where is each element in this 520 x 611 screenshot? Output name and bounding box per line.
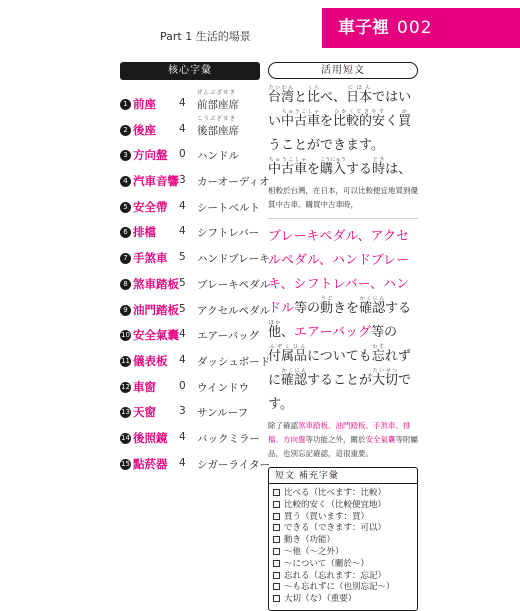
vocab-row: [120, 115, 260, 141]
vocab-word: 安全帶: [133, 199, 168, 214]
vocab-word: 後照鏡: [133, 430, 168, 445]
checkbox-icon[interactable]: [273, 595, 280, 602]
supplement-item: [273, 582, 413, 594]
vocab-number: 15: [121, 459, 130, 468]
vocab-number: 3: [120, 150, 131, 161]
vocab-number: 11: [121, 356, 130, 365]
usage-passage-1: 台湾たいわんと比くらべ、日本にほんではいい中古車ちゅうこしゃを比較的安ひかくてきやすく買かうことができます。中古車ちゅうこしゃを購入こうにゅうする時ときは、: [268, 85, 412, 177]
vocab-japanese: バックミラー: [197, 432, 260, 445]
vocab-word: 前座: [133, 97, 156, 111]
vocab-japanese: シフトレバー: [197, 227, 260, 240]
vocab-row: [120, 243, 270, 269]
vocab-row: [120, 269, 271, 295]
supplement-box: [268, 467, 418, 611]
part-label: Part 1 生活的場景: [160, 30, 251, 43]
supplement-list: [273, 488, 413, 606]
usage-section: [268, 62, 418, 611]
vocab-word: 油門踏板: [133, 302, 179, 317]
vocab-word: 安全氣囊: [133, 328, 179, 343]
vocab-word: 汽車音響: [133, 174, 179, 189]
vocab-japanese: サンルーフ: [197, 407, 249, 420]
vocab-tone: 0: [179, 379, 186, 392]
chapter-tab: [322, 8, 520, 48]
vocab-row: [120, 449, 271, 475]
vocab-row: [120, 346, 271, 372]
supplement-text: ～も忘れずに（也別忘記～）: [284, 582, 395, 593]
vocab-word: 車窗: [133, 379, 156, 394]
checkbox-icon[interactable]: [273, 524, 280, 531]
translation-terms: 煞車踏板、油門踏板、手煞車、排檔、方向盤: [268, 421, 411, 444]
checkbox-icon[interactable]: [273, 536, 280, 543]
usage-translation-1: 相較於台灣，在日本，可以比較便宜地買到優質中古車。購買中古車時，: [268, 186, 418, 209]
vocab-tone: 4: [179, 353, 186, 366]
checkbox-icon[interactable]: [273, 583, 280, 590]
supplement-text: 動き（功能）: [284, 535, 336, 546]
supplement-text: ～他（～之外）: [284, 546, 344, 557]
vocab-row: [120, 89, 260, 115]
vocab-tone: 5: [179, 251, 186, 264]
supplement-item: [273, 594, 413, 606]
vocab-japanese: 前部座席: [197, 99, 239, 111]
vocab-row: [120, 423, 260, 449]
vocab-number: 5: [120, 202, 131, 213]
supplement-text: 大切（な）（重要）: [284, 594, 357, 605]
vocab-word: 排檔: [133, 225, 156, 240]
vocab-japanese: ダッシュボード: [197, 355, 271, 368]
checkbox-icon[interactable]: [273, 513, 280, 520]
supplement-item: [273, 571, 413, 583]
vocab-number: 6: [120, 227, 131, 238]
vocab-tone: 5: [179, 276, 186, 289]
supplement-text: 忘れる（忘れます：忘記）: [284, 570, 387, 581]
vocab-japanese: ブレーキペダル: [197, 278, 271, 291]
translation-lead: 除了確認: [268, 421, 298, 430]
translation-term-airbag: 安全氣囊: [365, 435, 396, 444]
supplement-text: 買う（買います：買）: [284, 511, 370, 522]
vocab-tone: 4: [179, 199, 186, 212]
vocab-japanese: カーオーディオ: [197, 176, 270, 189]
vocab-word: 儀表板: [133, 353, 168, 368]
vocab-japanese: アクセルペダル: [197, 304, 271, 317]
vocab-number: 10: [121, 331, 130, 340]
supplement-title: 短文 補充字彙: [269, 468, 417, 484]
vocab-tone: 0: [179, 148, 186, 161]
vocab-row: [120, 192, 260, 218]
vocab-japanese: シガーライター: [197, 458, 271, 471]
vocab-list: [120, 89, 271, 474]
vocab-word: 點菸器: [133, 456, 168, 471]
vocab-word: 煞車踏板: [133, 276, 179, 291]
supplement-text: ～について（關於～）: [284, 558, 369, 569]
vocab-row: [120, 140, 260, 166]
vocab-number: 12: [121, 382, 130, 391]
vocab-row: [120, 320, 260, 346]
vocab-tone: 4: [179, 97, 186, 109]
vocab-word: 天窗: [133, 405, 156, 420]
supplement-item: [273, 512, 413, 524]
translation-tail: 等附屬品，也別忘記確認，這很重要。: [268, 435, 418, 458]
vocab-japanese: ハンドル: [197, 150, 239, 163]
divider: [268, 218, 418, 219]
vocab-number: 13: [121, 408, 130, 417]
vocab-number: 2: [120, 125, 131, 136]
vocab-japanese: ハンドブレーキ: [197, 253, 270, 266]
supplement-item: [273, 500, 413, 512]
supplement-text: 比べる（比べます：比較）: [284, 488, 387, 498]
core-vocab-section: [120, 62, 271, 474]
vocab-number: 7: [120, 253, 131, 264]
vocab-tone: 3: [179, 174, 186, 187]
checkbox-icon[interactable]: [273, 548, 280, 555]
supplement-item: [273, 559, 413, 571]
vocab-row: [120, 217, 260, 243]
usage-title: 活用短文: [268, 62, 418, 79]
translation-mid: 等功能之外，關於: [305, 435, 366, 444]
vocab-tone: 4: [179, 225, 186, 238]
vocab-japanese: 後部座席: [197, 124, 239, 137]
vocab-word: 手煞車: [133, 251, 168, 266]
vocab-row: [120, 372, 260, 398]
vocab-number: 1: [120, 99, 131, 110]
checkbox-icon[interactable]: [273, 489, 280, 496]
usage-passage-2: ブレーキペダル、アクセルペダル、ハンドブレーキ、シフトレバー、ハンドル等の動うごきを確認かくにんする他ほか、エアーバッグ等の付属品ふぞくひんについても忘わすれずに確認かくにんすることが大切たいせつです。: [268, 229, 412, 412]
vocab-row: [120, 295, 271, 321]
checkbox-icon[interactable]: [273, 572, 280, 579]
vocab-tone: 4: [179, 430, 186, 443]
vocab-tone: 3: [179, 405, 186, 418]
checkbox-icon[interactable]: [273, 560, 280, 567]
core-vocab-title: 核心字彙: [120, 62, 260, 80]
supplement-item: [273, 523, 413, 535]
supplement-item: [273, 547, 413, 559]
vocab-row: [120, 166, 270, 192]
vocab-japanese: シートベルト: [197, 201, 260, 214]
vocab-furigana: こうぶざせき: [197, 115, 237, 122]
vocab-tone: 4: [179, 328, 186, 341]
vocab-tone: 5: [179, 302, 186, 315]
supplement-item: [273, 535, 413, 547]
vocab-number: 9: [120, 305, 131, 316]
vocab-tone: 4: [179, 122, 186, 135]
checkbox-icon[interactable]: [273, 501, 280, 508]
vocab-word: 後座: [133, 122, 156, 137]
vocab-japanese: エアーバッグ: [197, 330, 260, 343]
supplement-item: [273, 488, 413, 500]
usage-translation-2: [268, 419, 418, 461]
vocab-number: 4: [120, 176, 131, 187]
supplement-text: できる（できます：可以）: [284, 523, 387, 534]
vocab-row: [120, 397, 260, 423]
vocab-number: 14: [121, 433, 130, 442]
vocab-word: 方向盤: [133, 148, 168, 163]
supplement-text: 比較的安く（比較便宜地）: [284, 499, 387, 510]
vocab-tone: 4: [179, 456, 186, 469]
vocab-japanese: ウインドウ: [197, 381, 250, 394]
chapter-title: 車子裡: [338, 18, 389, 38]
vocab-furigana: ぜんぶざせき: [197, 90, 237, 96]
chapter-number: 002: [397, 18, 433, 38]
vocab-number: 8: [120, 279, 131, 290]
page-header: [0, 0, 520, 58]
